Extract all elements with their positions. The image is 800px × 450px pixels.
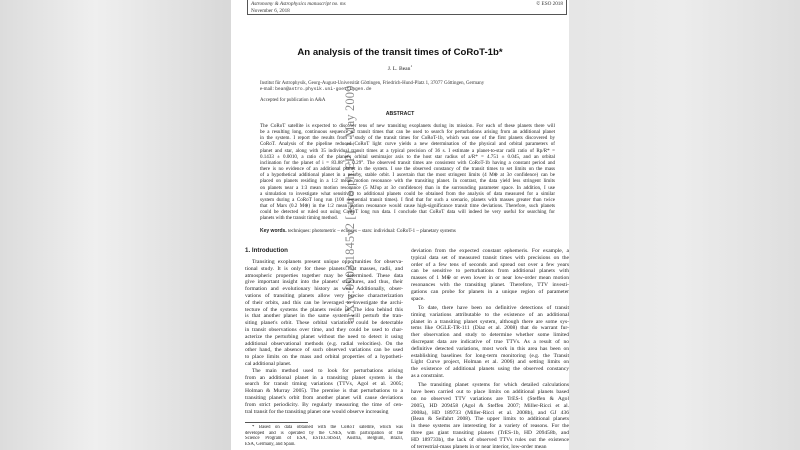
text-line: tional study. It is only for these planets that masses, radii, and [245, 265, 403, 272]
text-line: from an additional planet in a transiting planet system is the [245, 374, 403, 381]
text-line: of terrestrial-mass planets in or near interior, low-order mean [411, 443, 547, 450]
text-line: there is no evidence of an additional planet in the system. I use the observed constancy of the transit times to set limits on the mass [260, 166, 555, 173]
text-line: HD 189733b), the lack of observed TTVs rules out the existence [411, 436, 569, 443]
text-line: system during a CoRoT long run (100 sequential transit times). I find that for such a scenario, planets with masses greater than twice [260, 196, 555, 203]
text-line: developed and is operated by the CNES, with participation of the [245, 430, 403, 436]
text-line: planets with the transit timing method. [260, 215, 338, 222]
text-line: in these systems are interesting for a variety of reasons. For the [411, 423, 569, 430]
text-line: of their orbits, and this can be leveraged to investigate the archi- [245, 299, 403, 306]
text-line: that of Mars (0.2 M⊕) in the 1:2 mean motion resonance would cause high-significance transit time deviations. Therefore, such planets [260, 203, 555, 210]
text-line: discrepant data are indicative of true TTVs. As a result of no [411, 338, 569, 345]
text-line: Transiting exoplanets present unique opportunities for observa- [252, 259, 403, 265]
text-line: on no observed TTV variations are TrES-1 (Steffen & Agol [411, 395, 569, 402]
text-line: deviation from the expected constant ephemeris. For example, a [411, 248, 569, 254]
author [231, 64, 569, 72]
text-line: 2008a), HD 189733 (Miller-Ricci et al. 2008b), and GJ 436 [411, 409, 569, 416]
text-line: The transiting planet systems for which detailed calculations [418, 382, 569, 389]
text-line: ther observation and study to determine whether some limited [411, 332, 569, 339]
right-column [411, 248, 569, 450]
text-line: gations can probe for planets in a unique region of parameter [411, 288, 569, 295]
text-line: search for transit timing variations (TTVs, Agol et al. 2005; [245, 381, 403, 388]
text-line: acterize the perturbing planet without the need to detect it using [245, 333, 403, 340]
text-line: give important insight into the planets' structures, and thus, their [245, 279, 403, 286]
text-line: Light Curve project, Holman et al. 2006) and setting limits on [411, 359, 569, 366]
abstract-body [260, 123, 555, 222]
section-heading: 1. Introduction [245, 247, 288, 254]
text-line: space. [411, 295, 425, 302]
footnote [245, 425, 403, 447]
text-line: vations of transiting planets allow very precise characterization [245, 292, 403, 299]
text-line: transiting planet's orbit from another planet will cause deviations [245, 394, 403, 401]
keywords-text: techniques: photometric – eclipses – stars: individual: CoRoT-1 – planetary systems [286, 229, 456, 234]
journal-header [247, 0, 567, 15]
text-line: is that another planet in the same system will perturb the tran- [245, 313, 403, 320]
keywords [260, 228, 456, 234]
left-column [245, 259, 403, 415]
abstract-heading: ABSTRACT [385, 111, 415, 117]
text-line: in the system. I report the results from a study of the transit times for CoRoT-1b, which was one of the first planets discovered by [260, 135, 555, 142]
text-line: can be sensitive to perturbations from additional planets with [411, 268, 569, 275]
text-line: * Based on data obtained with the CoRoT satellite, which was [252, 425, 403, 430]
text-line: ESA, Germany, and Spain. [245, 441, 296, 447]
text-line: additional observational methods (e.g. radial velocities). On the [245, 340, 403, 347]
text-line: The main method used to look for perturbations arising [252, 367, 403, 374]
affiliation [260, 81, 484, 93]
text-line: be a resulting long, continuous sequence of transit times that can be used to search for perturbations arising from an additional planet [260, 129, 555, 136]
text-line: have been carried out to place limits on additional planets based [411, 389, 569, 396]
journal-name: Astronomy & Astrophysics manuscript no. ms [251, 1, 346, 7]
text-line: 0.1433 ± 0.0010, a ratio of the planet's orbital semimajor axis to the host star radius of a/R* = 4.751 ± 0.045, and an orbital [260, 153, 555, 160]
header-date: November 6, 2018 [251, 8, 290, 14]
text-line: in transit observations over time, and they could be used to char- [245, 326, 403, 333]
text-line: To date, there have been no definitive detections of transit [418, 304, 569, 311]
text-line: definitive detected variations, most work in this area has been on [411, 345, 569, 352]
arxiv-id[interactable]: arXiv:0903.1845v2 [astro-ph.EP] 1 May 2009 [343, 85, 357, 323]
text-line: order of a few tens of seconds and spread out over a few years [411, 261, 569, 268]
text-line: Science Program of ESA, ESTEC/RSSD, Austria, Belgium, Brazil, [245, 436, 403, 442]
text-line: The CoRoT satellite is expected to discover tens of new transiting exoplanets during its mission. For each of these planets there will [260, 123, 555, 129]
author-affil-mark: 1 [410, 64, 413, 68]
text-line: other hand, the absence of such observed variations can be used [245, 347, 403, 354]
text-line: masses of 1 M⊕ or even lower in or near low-order mean motion [411, 275, 569, 282]
text-line: resonances with the transiting planet. Therefore, TTV investi- [411, 281, 569, 288]
author-name: J. L. Bean [387, 65, 411, 72]
institute: Institut für Astrophysik, Georg-August-Universität Göttingen, Friedrich-Hund-Platz 1, 37077 Göttingen, Germany [260, 81, 485, 86]
email-label: e-mail: [260, 87, 276, 92]
text-line: CoRoT. Analysis of the pipeline reduced CoRoT light curve yields a new determination of the physical and orbital parameters of [260, 141, 555, 148]
text-line: planet and star, along with 35 individual transit times at a typical precision of 36 s. I estimate a planet-to-star radii ratio of Rp/R* = [260, 147, 555, 154]
text-line: tecture of the systems the planets reside in. The idea behind this [245, 306, 403, 313]
email-line [260, 87, 484, 93]
text-line: tems like OGLE-TR-111 (Díaz et al. 2008) that do warrant fur- [411, 325, 569, 332]
text-line: typical data set of measured transit times with precisions on the [411, 254, 569, 261]
text-line: 2005), HD 209458 (Agol & Steffen 2007; Miller-Ricci et al. [411, 402, 569, 409]
text-line: of a hypothetical additional planet in a nearby, stable orbit. I ascertain that the most stringent limits (4 M⊕ at 3σ confidence) can be [260, 172, 555, 179]
footnote-rule [245, 422, 308, 423]
text-line: tral transit for the transiting planet one would observe increasing [245, 408, 389, 415]
email-link[interactable]: bean@astro.physik.uni-goettingen.de [275, 87, 372, 92]
text-line: three gas giant transiting planets (TrES-1b, HD 209458b, and [411, 429, 569, 436]
text-line: siting planet's orbit. These orbital variations could be detectable [245, 320, 403, 327]
text-line: planet in a transiting planet system, although there are some sys- [411, 318, 569, 325]
text-line: cal additional planet. [245, 360, 292, 367]
text-line: (Bean & Seifahrt 2008). The upper limits to additional planets [411, 416, 569, 423]
text-line: a simulation to investigate what sensitivity to additional planets could be obtained from the analysis of data measured for a similar [260, 190, 555, 197]
paper-page [231, 0, 569, 450]
text-line: the existence of additional planets using the observed constancy [411, 366, 569, 373]
copyright: © ESO 2018 [536, 1, 563, 7]
text-line: on planets near a 1:3 mean motion resonance (5 MJup at 3σ confidence) than in the surrounding parameter space. In addition, I use [260, 184, 555, 191]
text-line: placed on planets residing in a 1:2 mean motion resonance with the transiting planet. In contrast, the data yield less stringent limits [260, 178, 555, 185]
text-line: could be detected or ruled out using CoRoT long run data. I conclude that CoRoT data will indeed be very useful for searching for [260, 209, 555, 216]
accepted-note: Accepted for publication in A&A [260, 98, 326, 103]
text-line: to place limits on the mass and orbital properties of a hypotheti- [245, 354, 403, 361]
text-line: formation and evolutionary history as well. Additionally, obser- [245, 286, 403, 293]
keywords-label: Key words. [260, 228, 287, 234]
text-line: establishing baselines for long-term monitoring (e.g. the Transit [411, 352, 569, 359]
text-line: from strict periodicity. By regularly measuring the time of cen- [245, 401, 403, 408]
text-line: timing variations attributable to the existence of an additional [411, 311, 569, 318]
paper-title: An analysis of the transit times of CoRoT-1b* [297, 47, 503, 58]
text-line: inclination for the planet of i = 83.88° ± 0.29°. The observed transit times are consistent with CoRoT-1b having a constant period and [260, 159, 555, 166]
text-line: Holman & Murray 2005). The premise is that perturbations to a [245, 388, 403, 395]
text-line: atmospheric properties together may be determined. These data [245, 272, 403, 279]
text-line: as a constraint. [411, 372, 445, 379]
